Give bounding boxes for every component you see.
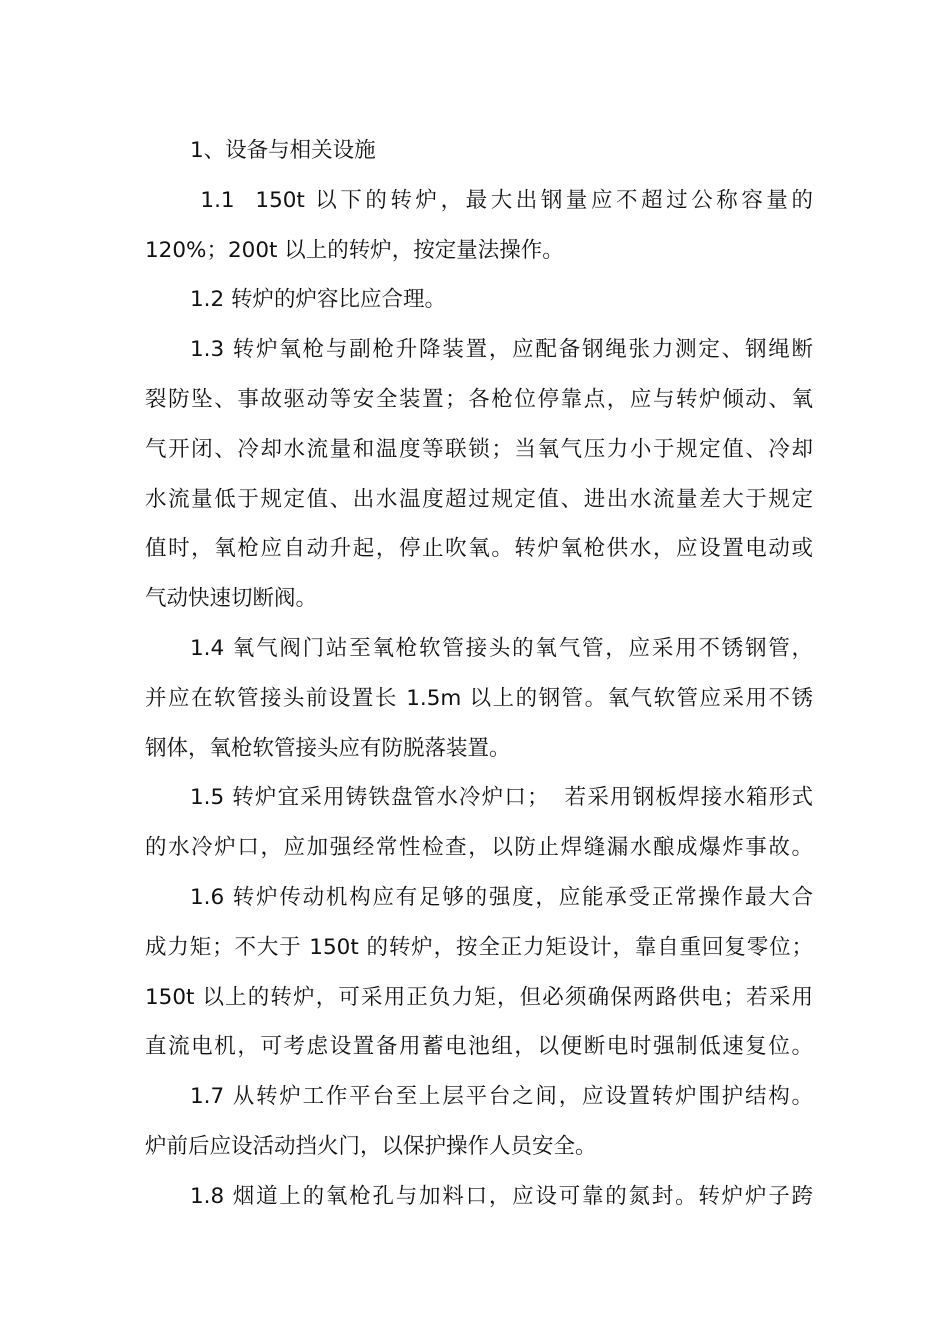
document-body	[145, 126, 813, 1222]
paragraph-1-3-line-2: 裂防坠、事故驱动等安全装置；各枪位停靠点，应与转炉倾动、氧	[145, 386, 813, 412]
paragraph-1-4-line-2: 并应在软管接头前设置长 1.5m 以上的钢管。氧气软管应采用不锈	[145, 685, 813, 711]
paragraph-1-3-line-3: 气开闭、冷却水流量和温度等联锁；当氧气压力小于规定值、冷却	[145, 436, 813, 462]
section-heading: 1、设备与相关设施	[190, 138, 376, 163]
paragraph-1-4-line-1: 1.4 氧气阀门站至氧枪软管接头的氧气管，应采用不锈钢管，	[190, 635, 813, 661]
paragraph-1-3-line-6: 气动快速切断阀。	[145, 586, 318, 612]
paragraph-1-6-line-2: 成力矩；不大于 150t 的转炉，按全正力矩设计，靠自重回复零位；	[145, 934, 813, 960]
paragraph-1-3-line-4: 水流量低于规定值、出水温度超过规定值、进出水流量差大于规定	[145, 486, 813, 512]
paragraph-1-6-line-4: 直流电机，可考虑设置备用蓄电池组，以便断电时强制低速复位。	[145, 1034, 813, 1060]
paragraph-1-1-line-2: 120%；200t 以上的转炉，按定量法操作。	[145, 237, 564, 263]
paragraph-1-4-line-3: 钢体，氧枪软管接头应有防脱落装置。	[145, 735, 511, 761]
paragraph-1-3-line-1: 1.3 转炉氧枪与副枪升降装置，应配备钢绳张力测定、钢绳断	[190, 337, 813, 363]
paragraph-1-7-line-1: 1.7 从转炉工作平台至上层平台之间，应设置转炉围护结构。	[190, 1084, 813, 1110]
paragraph-1-1-line-1: 1.1 150t 以下的转炉，最大出钢量应不超过公称容量的	[190, 187, 813, 213]
paragraph-1-7-line-2: 炉前后应设活动挡火门，以保护操作人员安全。	[145, 1133, 597, 1159]
paragraph-1-5-line-1: 1.5 转炉宜采用铸铁盘管水冷炉口； 若采用钢板焊接水箱形式	[190, 785, 813, 811]
paragraph-1-5-line-2: 的水冷炉口，应加强经常性检查，以防止焊缝漏水酿成爆炸事故。	[145, 835, 813, 861]
paragraph-1-6-line-1: 1.6 转炉传动机构应有足够的强度，应能承受正常操作最大合	[190, 884, 813, 910]
paragraph-1-2-line-1: 1.2 转炉的炉容比应合理。	[190, 287, 447, 313]
paragraph-1-3-line-5: 值时，氧枪应自动升起，停止吹氧。转炉氧枪供水，应设置电动或	[145, 536, 813, 562]
paragraph-1-6-line-3: 150t 以上的转炉，可采用正负力矩，但必须确保两路供电；若采用	[145, 984, 813, 1010]
paragraph-1-8-line-1: 1.8 烟道上的氧枪孔与加料口，应设可靠的氮封。转炉炉子跨	[190, 1183, 813, 1209]
